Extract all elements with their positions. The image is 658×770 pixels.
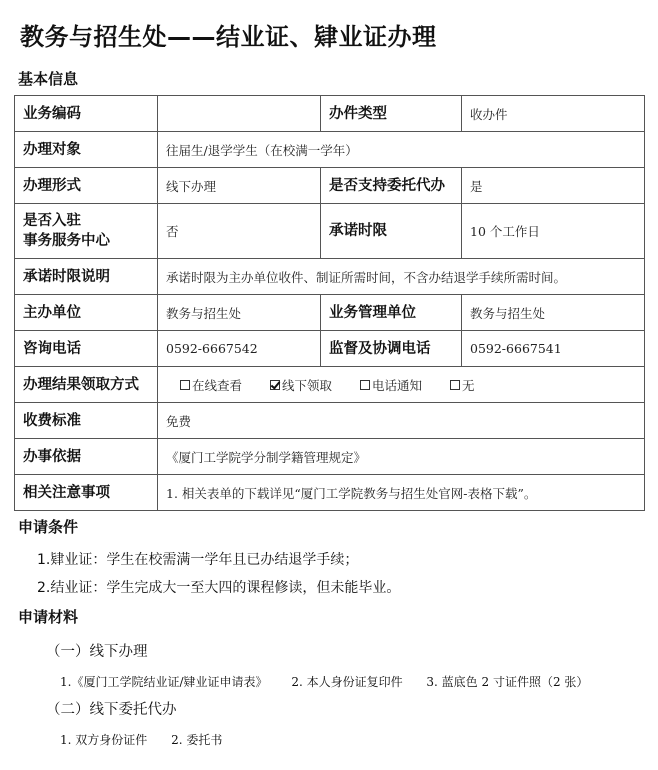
table-row — [15, 403, 645, 439]
form-label: 办理形式 — [15, 168, 158, 204]
section-heading-materials: 申请材料 — [18, 608, 79, 626]
supervise-phone-value: 0592-6667541 — [462, 331, 645, 367]
form-value: 线下办理 — [158, 168, 321, 204]
list-item: 1.《厦门工学院结业证/肄业证申请表》 — [60, 675, 268, 689]
checkbox-online-view[interactable] — [180, 376, 242, 394]
consult-phone-label: 咨询电话 — [15, 331, 158, 367]
basic-info-table — [14, 95, 645, 511]
table-row — [15, 367, 645, 403]
page-title: 教务与招生处——结业证、肄业证办理 — [20, 23, 437, 51]
materials-proxy-heading: （二）线下委托代办 — [46, 702, 177, 718]
proxy-value: 是 — [462, 168, 645, 204]
promised-time-value: 10 个工作日 — [462, 204, 645, 259]
table-row — [15, 96, 645, 132]
section-heading-basic-info: 基本信息 — [18, 70, 79, 88]
checkbox-label: 无 — [462, 377, 475, 393]
fee-label: 收费标准 — [15, 403, 158, 439]
manager-unit-value: 教务与招生处 — [462, 295, 645, 331]
table-row — [15, 439, 645, 475]
checkbox-box[interactable] — [180, 380, 190, 390]
result-method-options — [158, 367, 645, 403]
list-item: 2. 委托书 — [171, 733, 223, 747]
condition-item: 1.肄业证：学生在校需满一学年且已办结退学手续； — [37, 552, 359, 568]
checkbox-none[interactable] — [450, 376, 475, 394]
materials-offline-heading: （一）线下办理 — [46, 644, 148, 660]
proxy-label: 是否支持委托代办 — [321, 168, 462, 204]
target-label: 办理对象 — [15, 132, 158, 168]
checkbox-offline-pickup[interactable] — [270, 376, 332, 394]
time-note-value: 承诺时限为主办单位收件、制证所需时间，不含办结退学手续所需时间。 — [158, 259, 645, 295]
service-code-value — [158, 96, 321, 132]
handling-type-value: 收办件 — [462, 96, 645, 132]
checkbox-phone-notice[interactable] — [360, 376, 422, 394]
supervise-phone-label: 监督及协调电话 — [321, 331, 462, 367]
result-method-label: 办理结果领取方式 — [15, 367, 158, 403]
table-row — [15, 331, 645, 367]
table-row — [15, 475, 645, 511]
service-center-value: 否 — [158, 204, 321, 259]
consult-phone-value: 0592-6667542 — [158, 331, 321, 367]
time-note-label: 承诺时限说明 — [15, 259, 158, 295]
checkbox-label: 在线查看 — [192, 377, 243, 393]
manager-unit-label: 业务管理单位 — [321, 295, 462, 331]
checkbox-box[interactable] — [360, 380, 370, 390]
table-row — [15, 259, 645, 295]
service-center-label — [15, 204, 158, 259]
checkbox-label: 电话通知 — [372, 377, 423, 393]
host-unit-value: 教务与招生处 — [158, 295, 321, 331]
host-unit-label: 主办单位 — [15, 295, 158, 331]
fee-value: 免费 — [158, 403, 645, 439]
service-code-label: 业务编码 — [15, 96, 158, 132]
table-row — [15, 168, 645, 204]
section-heading-conditions: 申请条件 — [18, 518, 79, 536]
checkbox-box[interactable] — [450, 380, 460, 390]
promised-time-label: 承诺时限 — [321, 204, 462, 259]
materials-proxy-list — [60, 731, 242, 748]
checkbox-box-checked[interactable] — [270, 380, 280, 390]
materials-offline-list — [60, 673, 608, 690]
target-value: 往届生/退学学生（在校满一学年） — [158, 132, 645, 168]
basis-value: 《厦门工学院学分制学籍管理规定》 — [158, 439, 645, 475]
table-row — [15, 132, 645, 168]
list-item: 3. 蓝底色 2 寸证件照（2 张） — [426, 675, 589, 689]
list-item: 2. 本人身份证复印件 — [291, 675, 403, 689]
list-item: 1. 双方身份证件 — [60, 733, 148, 747]
basis-label: 办事依据 — [15, 439, 158, 475]
notes-label: 相关注意事项 — [15, 475, 158, 511]
service-center-label-line1: 是否入驻 — [23, 213, 81, 229]
service-center-label-line2: 事务服务中心 — [23, 233, 110, 249]
checkbox-label: 线下领取 — [282, 377, 333, 393]
condition-item: 2.结业证：学生完成大一至大四的课程修读，但未能毕业。 — [37, 580, 401, 596]
handling-type-label: 办件类型 — [321, 96, 462, 132]
notes-value: 1. 相关表单的下载详见“厦门工学院教务与招生处官网-表格下载”。 — [158, 475, 645, 511]
table-row — [15, 204, 645, 259]
table-row — [15, 295, 645, 331]
